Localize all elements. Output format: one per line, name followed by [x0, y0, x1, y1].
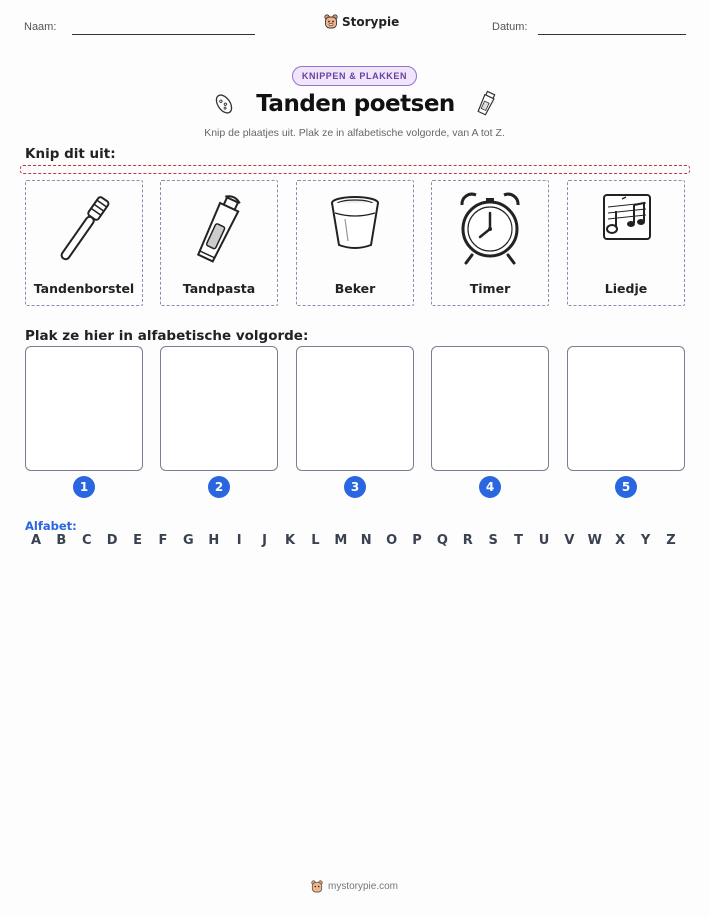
sponge-icon [212, 92, 236, 116]
cut-card-timer[interactable] [431, 180, 549, 306]
paste-slot-2[interactable] [160, 346, 278, 471]
alphabet-letter: B [56, 533, 67, 548]
alphabet-letter: H [208, 533, 220, 548]
toothpaste-small-icon [475, 90, 497, 118]
alphabet-letter: P [412, 533, 422, 548]
slot-number-4: 4 [479, 476, 501, 498]
name-label: Naam: [24, 21, 57, 33]
alphabet-letter: G [183, 533, 194, 548]
alphabet-letter: A [30, 533, 42, 548]
instructions: Knip de plaatjes uit. Plak ze in alfabetische volgorde, van A tot Z. [204, 127, 505, 139]
card-label: Timer [469, 281, 511, 296]
alphabet-letter: L [311, 533, 320, 548]
brand-logo [324, 14, 399, 29]
cut-card-cup[interactable] [296, 180, 414, 306]
cut-card-toothpaste[interactable] [160, 180, 278, 306]
alphabet-label: Alfabet: [25, 519, 77, 533]
activity-badge: KNIPPEN & PLAKKEN [292, 66, 417, 86]
date-label: Datum: [492, 21, 528, 33]
alphabet-letter: R [462, 533, 473, 548]
alphabet-letter: C [82, 533, 92, 548]
paste-slot-4[interactable] [431, 346, 549, 471]
badge-container [0, 66, 709, 86]
page-title: Tanden poetsen [256, 91, 455, 117]
paste-slot-3[interactable] [296, 346, 414, 471]
paste-slot-5[interactable] [567, 346, 685, 471]
worksheet-header [24, 14, 686, 38]
title-row [0, 90, 709, 118]
alphabet-letter: D [106, 533, 118, 548]
date-line [538, 34, 686, 35]
alphabet-row [26, 533, 686, 551]
cut-heading: Knip dit uit: [25, 146, 116, 162]
alphabet-letter: X [615, 533, 626, 548]
alphabet-letter: U [538, 533, 550, 548]
music-note-icon [586, 189, 666, 269]
footer-url: mystorypie.com [327, 881, 398, 892]
slot-number-3: 3 [344, 476, 366, 498]
alphabet-letter: O [386, 533, 398, 548]
alphabet-letter: J [262, 533, 268, 548]
card-label: Beker [334, 281, 376, 296]
footer [0, 880, 709, 893]
alphabet-letter: S [488, 533, 498, 548]
slot-number-5: 5 [615, 476, 637, 498]
card-label: Liedje [604, 281, 648, 296]
alphabet-letter: M [334, 533, 348, 548]
paste-heading: Plak ze hier in alfabetische volgorde: [25, 328, 309, 344]
slot-number-1: 1 [73, 476, 95, 498]
alphabet-letter: V [564, 533, 575, 548]
name-line [72, 34, 255, 35]
storypie-logo-icon [324, 14, 338, 29]
cut-dashed-line [20, 165, 690, 174]
alphabet-letter: Y [640, 533, 651, 548]
alarm-clock-icon [450, 189, 530, 269]
alphabet-letter: Z [666, 533, 676, 548]
alphabet-letter: I [236, 533, 242, 548]
alphabet-letter: W [587, 533, 602, 548]
cut-card-toothbrush[interactable] [25, 180, 143, 306]
toothpaste-icon [179, 189, 259, 269]
alphabet-letter: N [360, 533, 372, 548]
paste-slot-1[interactable] [25, 346, 143, 471]
alphabet-letter: F [158, 533, 168, 548]
cut-card-song[interactable] [567, 180, 685, 306]
alphabet-letter: E [133, 533, 143, 548]
card-label: Tandenborstel [33, 281, 135, 296]
toothbrush-icon [44, 189, 124, 269]
slot-number-2: 2 [208, 476, 230, 498]
card-label: Tandpasta [182, 281, 256, 296]
cup-icon [315, 189, 395, 269]
alphabet-letter: T [514, 533, 524, 548]
alphabet-letter: Q [436, 533, 448, 548]
brand-name: Storypie [342, 14, 400, 29]
storypie-footer-icon [311, 880, 323, 893]
alphabet-letter: K [284, 533, 296, 548]
